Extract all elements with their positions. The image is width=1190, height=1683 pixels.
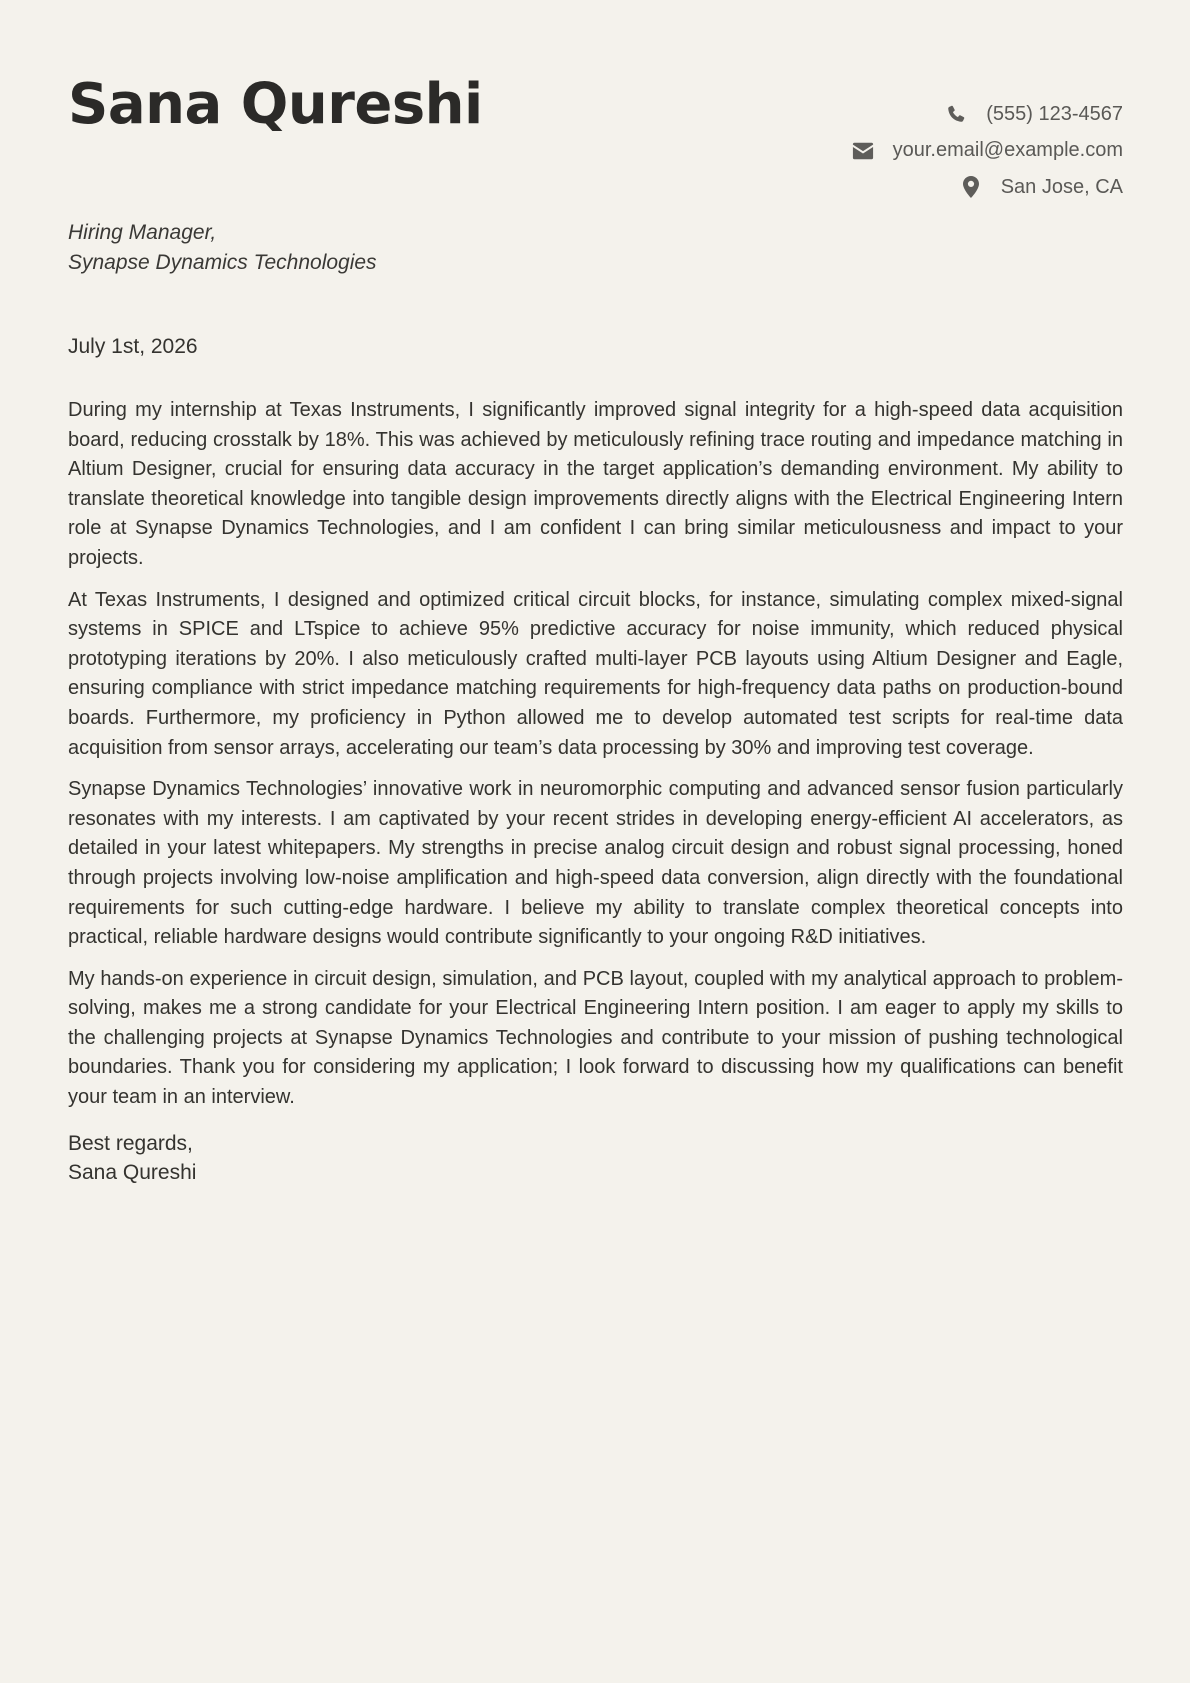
recipient-block xyxy=(68,218,377,277)
cover-letter-page xyxy=(68,0,1123,1683)
contact-email[interactable]: your.email@example.com xyxy=(892,139,1123,162)
body-paragraph: My hands-on experience in circuit design, simulation, and PCB layout, coupled with my analytical approach to problem-solving, makes me a strong candidate for your Electrical Engineering Intern position. I am eager to apply my skills to the challenging projects at Synapse Dynamics Technologies and contribute to your mission of pushing technological boundaries. Thank you for considering my application; I look forward to discussing how my qualifications can benefit your team in an interview. xyxy=(68,967,1123,1109)
recipient-company: Synapse Dynamics Technologies xyxy=(68,250,377,274)
closing-signature: Sana Qureshi xyxy=(68,1161,197,1185)
contact-phone[interactable]: (555) 123-4567 xyxy=(986,102,1123,125)
contact-block xyxy=(851,96,1123,206)
contact-location: San Jose, CA xyxy=(1000,175,1123,198)
contact-email-row xyxy=(851,133,1123,170)
contact-phone-row xyxy=(851,96,1123,133)
map-pin-icon xyxy=(959,175,983,199)
applicant-name: Sana Qureshi xyxy=(68,72,483,137)
letter-header xyxy=(68,0,1123,200)
letter-date: July 1st, 2026 xyxy=(68,335,198,358)
body-paragraph: During my internship at Texas Instruments, I significantly improved signal integrity for a high-speed data acquisition board, reducing crosstalk by 18%. This was achieved by meticulously refining trace routing and impedance matching in Altium Designer, crucial for ensuring data accuracy in the target application’s demanding environment. My ability to translate theoretical knowledge into tangible design improvements directly aligns with the Electrical Engineering Intern role at Synapse Dynamics Technologies, and I am confident I can bring similar meticulousness and impact to your projects. xyxy=(68,399,1123,569)
letter-closing xyxy=(68,1129,1123,1188)
closing-salutation: Best regards, xyxy=(68,1131,193,1155)
body-paragraph: At Texas Instruments, I designed and optimized critical circuit blocks, for instance, simulating complex mixed-signal systems in SPICE and LTspice to achieve 95% predictive accuracy for noise immunity, which reduced physical prototyping iterations by 20%. I also meticulously crafted multi-layer PCB layouts using Altium Designer and Eagle, ensuring compliance with strict impedance matching requirements for high-frequency data paths on production-bound boards. Furthermore, my proficiency in Python allowed me to develop automated test scripts for real-time data acquisition from sensor arrays, accelerating our team’s data processing by 30% and improving test coverage. xyxy=(68,588,1123,759)
envelope-icon xyxy=(851,139,875,163)
body-paragraph: Synapse Dynamics Technologies’ innovative work in neuromorphic computing and advanced sensor fusion particularly resonates with my interests. I am captivated by your recent strides in developing energy-efficient AI accelerators, as detailed in your latest whitepapers. My strengths in precise analog circuit design and robust signal processing, honed through projects involving low-noise amplification and high-speed data conversion, align directly with the foundational requirements for such cutting-edge hardware. I believe my ability to translate complex theoretical concepts into practical, reliable hardware designs would contribute significantly to your ongoing R&D initiatives. xyxy=(68,778,1123,949)
recipient-title: Hiring Manager, xyxy=(68,221,217,244)
letter-body xyxy=(68,396,1123,1188)
contact-location-row xyxy=(851,169,1123,206)
phone-icon xyxy=(944,102,968,126)
